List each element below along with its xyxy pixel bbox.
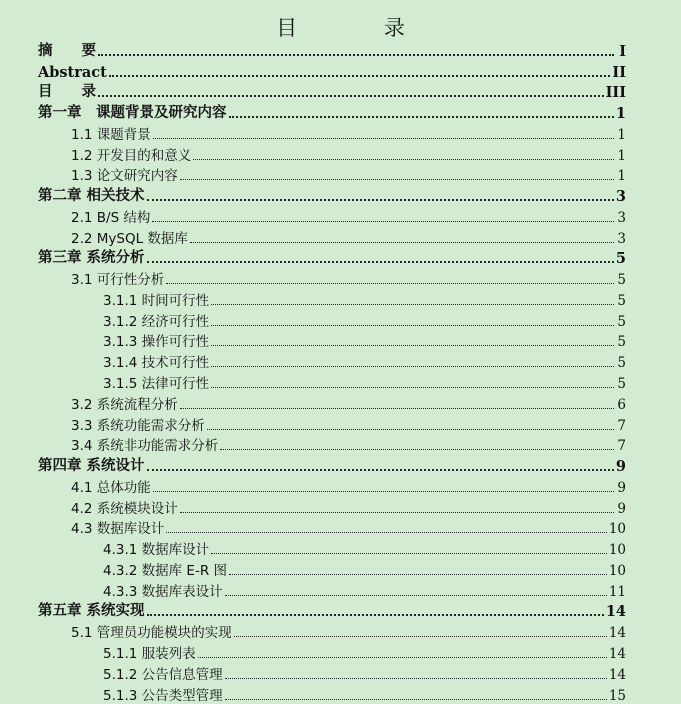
toc-entry[interactable] — [38, 309, 626, 330]
toc-entry-label: 5.1.1 服装列表 — [103, 645, 196, 662]
toc-entry-label: 第五章 系统实现 — [38, 603, 145, 620]
toc-entry-page-number: 5 — [617, 292, 626, 309]
toc-entry[interactable] — [38, 60, 626, 81]
toc-entry[interactable] — [38, 683, 626, 704]
toc-entry[interactable] — [38, 392, 626, 413]
dot-leader — [166, 283, 614, 284]
toc-entry[interactable] — [38, 434, 626, 455]
toc-entry[interactable] — [38, 143, 626, 164]
toc-entry-label: 1.3 论文研究内容 — [71, 168, 178, 185]
toc-entry-page-number: 15 — [608, 687, 626, 704]
toc-entry-label: 3.1.1 时间可行性 — [103, 292, 210, 309]
dot-leader — [220, 449, 614, 450]
dot-leader — [234, 636, 607, 637]
toc-entry-label: 3.1.5 法律可行性 — [103, 376, 210, 393]
toc-entry[interactable] — [38, 620, 626, 641]
toc-entry[interactable] — [38, 558, 626, 579]
toc-entry-label: 1.1 课题背景 — [71, 126, 151, 143]
toc-entry-page-number: 10 — [608, 521, 626, 538]
toc-entry[interactable] — [38, 267, 626, 288]
dot-leader — [225, 699, 607, 700]
toc-entry-label: 5.1 管理员功能模块的实现 — [71, 625, 232, 642]
dot-leader — [211, 345, 614, 346]
dot-leader — [109, 75, 611, 77]
toc-entry-page-number: 1 — [617, 147, 626, 164]
toc-entry-page-number: 3 — [617, 230, 626, 247]
toc-entry-label: 3.1.2 经济可行性 — [103, 313, 210, 330]
toc-entry[interactable] — [38, 247, 626, 268]
toc-entry[interactable] — [38, 226, 626, 247]
dot-leader — [152, 221, 614, 222]
toc-entry-page-number: 10 — [608, 562, 626, 579]
toc-entry[interactable] — [38, 413, 626, 434]
toc-entry-page-number: 14 — [605, 603, 626, 621]
toc-entry-page-number: 11 — [608, 583, 626, 600]
dot-leader — [211, 553, 607, 554]
toc-entry[interactable] — [38, 641, 626, 662]
dot-leader — [147, 469, 614, 471]
toc-entry-label: 目 录 — [38, 84, 96, 101]
toc-entry-page-number: 7 — [617, 438, 626, 455]
toc-entry-label: 3.1.4 技术可行性 — [103, 355, 210, 372]
dot-leader — [147, 614, 604, 616]
toc-entry-page-number: 14 — [608, 666, 626, 683]
toc-entry-page-number: 10 — [608, 542, 626, 559]
toc-entry-label: 第一章 课题背景及研究内容 — [38, 105, 227, 122]
toc-entry-label: 4.2 系统模块设计 — [71, 500, 178, 517]
toc-entry[interactable] — [38, 164, 626, 185]
toc-entry[interactable] — [38, 454, 626, 475]
dot-leader — [166, 532, 607, 533]
dot-leader — [147, 199, 614, 201]
toc-entry-page-number: 7 — [617, 417, 626, 434]
toc-entry-label: 2.2 MySQL 数据库 — [71, 230, 188, 247]
toc-entry-page-number: III — [605, 84, 626, 102]
toc-entry-page-number: I — [619, 42, 626, 60]
toc-entry[interactable] — [38, 39, 626, 60]
toc-entry-page-number: 3 — [617, 209, 626, 226]
toc-entry-label: 4.1 总体功能 — [71, 479, 151, 496]
toc-entry[interactable] — [38, 122, 626, 143]
toc-entry-page-number: 5 — [617, 376, 626, 393]
toc-entry-page-number: 14 — [608, 625, 626, 642]
toc-entry[interactable] — [38, 350, 626, 371]
toc-entry-page-number: 14 — [608, 645, 626, 662]
toc-entry-label: 5.1.3 公告类型管理 — [103, 687, 223, 704]
dot-leader — [180, 179, 614, 180]
toc-entry-label: Abstract — [38, 63, 107, 81]
toc-entry-page-number: 5 — [617, 355, 626, 372]
toc-entry-label: 3.4 系统非功能需求分析 — [71, 438, 219, 455]
dot-leader — [211, 387, 614, 388]
toc-entry-label: 3.1 可行性分析 — [71, 272, 165, 289]
toc-entry-page-number: 5 — [617, 334, 626, 351]
toc-entry-page-number: 5 — [617, 313, 626, 330]
toc-entry-label: 4.3.1 数据库设计 — [103, 542, 210, 559]
toc-entry[interactable] — [38, 537, 626, 558]
toc-entry-label: 3.2 系统流程分析 — [71, 396, 178, 413]
toc-entry[interactable] — [38, 288, 626, 309]
dot-leader — [229, 116, 614, 118]
toc-entry[interactable] — [38, 184, 626, 205]
toc-entry[interactable] — [38, 205, 626, 226]
dot-leader — [180, 512, 614, 513]
dot-leader — [180, 408, 614, 409]
toc-entry-page-number: 1 — [617, 126, 626, 143]
toc-entry-label: 4.3 数据库设计 — [71, 521, 165, 538]
toc-entry-page-number: 6 — [617, 396, 626, 413]
page-title: 目 录 — [276, 16, 445, 40]
toc-entry-label: 5.1.2 公告信息管理 — [103, 666, 223, 683]
dot-leader — [211, 366, 614, 367]
toc-entry[interactable] — [38, 81, 626, 102]
toc-entry[interactable] — [38, 101, 626, 122]
toc-entry-page-number: 9 — [617, 479, 626, 496]
toc-entry[interactable] — [38, 600, 626, 621]
toc-entry-label: 第三章 系统分析 — [38, 250, 145, 267]
dot-leader — [198, 657, 607, 658]
toc-entry-page-number: 9 — [617, 500, 626, 517]
dot-leader — [98, 95, 604, 97]
table-of-contents — [38, 39, 626, 704]
toc-entry[interactable] — [38, 475, 626, 496]
dot-leader — [225, 678, 607, 679]
dot-leader — [211, 304, 614, 305]
dot-leader — [190, 242, 614, 243]
toc-entry[interactable] — [38, 579, 626, 600]
toc-entry[interactable] — [38, 330, 626, 351]
dot-leader — [211, 325, 614, 326]
dot-leader — [229, 574, 607, 575]
toc-entry-label: 3.3 系统功能需求分析 — [71, 417, 205, 434]
dot-leader — [153, 138, 614, 139]
toc-entry-label: 第二章 相关技术 — [38, 188, 145, 205]
toc-entry-label: 摘 要 — [38, 42, 96, 59]
dot-leader — [225, 595, 607, 596]
toc-entry-label: 4.3.3 数据库表设计 — [103, 583, 223, 600]
toc-entry-page-number: 3 — [615, 188, 626, 206]
toc-entry[interactable] — [38, 517, 626, 538]
toc-entry[interactable] — [38, 662, 626, 683]
dot-leader — [193, 159, 614, 160]
toc-entry-label: 4.3.2 数据库 E-R 图 — [103, 562, 228, 579]
toc-entry-label: 2.1 B/S 结构 — [71, 209, 151, 226]
toc-entry-page-number: 5 — [617, 272, 626, 289]
toc-entry-label: 3.1.3 操作可行性 — [103, 334, 210, 351]
toc-entry-label: 第四章 系统设计 — [38, 458, 145, 475]
toc-entry-page-number: 1 — [617, 168, 626, 185]
toc-entry[interactable] — [38, 496, 626, 517]
toc-entry-page-number: II — [612, 63, 626, 81]
dot-leader — [147, 261, 614, 263]
toc-entry-page-number: 9 — [615, 458, 626, 476]
dot-leader — [98, 54, 614, 56]
toc-entry-label: 1.2 开发目的和意义 — [71, 147, 192, 164]
toc-entry[interactable] — [38, 371, 626, 392]
toc-entry-page-number: 1 — [615, 105, 626, 123]
dot-leader — [153, 491, 614, 492]
toc-entry-page-number: 5 — [615, 250, 626, 268]
dot-leader — [207, 429, 614, 430]
